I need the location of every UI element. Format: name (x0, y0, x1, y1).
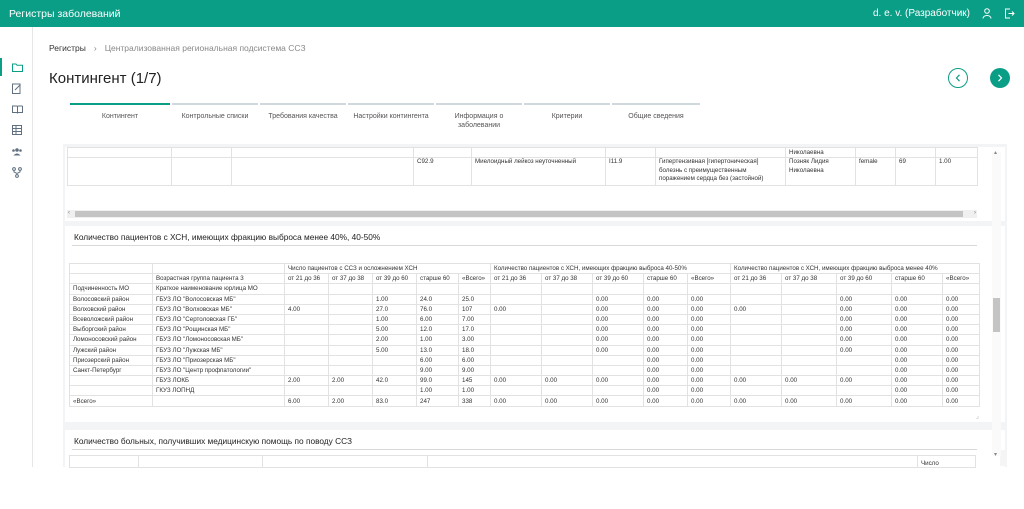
org-cell: ГБУЗ ЛОКБ (153, 376, 285, 386)
value-cell (731, 386, 782, 396)
value-cell: 5.00 (373, 345, 417, 355)
value-cell (542, 355, 593, 365)
mo-cell: Волховский район (70, 304, 153, 314)
mo-cell: Лужский район (70, 345, 153, 355)
value-cell (329, 325, 373, 335)
step-contingent-settings[interactable]: Настройки контингента (348, 103, 434, 143)
horizontal-scrollbar[interactable] (67, 210, 977, 218)
value-cell: 1.00 (417, 335, 459, 345)
value-cell: 0.00 (644, 386, 688, 396)
value-cell: 0.00 (837, 304, 892, 314)
value-cell (593, 365, 644, 375)
value-cell: 0.00 (892, 294, 943, 304)
value-cell: 0.00 (593, 335, 644, 345)
value-cell: 99.0 (417, 376, 459, 386)
value-cell: 0.00 (688, 355, 731, 365)
value-cell: 6.00 (417, 314, 459, 324)
column-header[interactable]: «Всего» (943, 274, 980, 284)
table-row[interactable] (70, 304, 980, 314)
resize-handle-icon[interactable]: ⌟ (976, 414, 979, 420)
value-cell: 0.00 (491, 304, 542, 314)
value-cell (731, 335, 782, 345)
patient-value: 1.00 (936, 158, 978, 186)
value-cell: 6.00 (417, 355, 459, 365)
patients-table (67, 147, 978, 186)
value-cell (329, 345, 373, 355)
table-header-row (70, 264, 980, 274)
value-cell: 2.00 (285, 376, 329, 386)
value-cell: 0.00 (688, 376, 731, 386)
value-cell: 338 (459, 396, 491, 406)
value-cell: 0.00 (593, 325, 644, 335)
column-header[interactable]: от 21 до 36 (285, 274, 329, 284)
value-cell (491, 386, 542, 396)
value-cell (542, 386, 593, 396)
value-cell (782, 355, 837, 365)
table-row (68, 148, 978, 158)
patient-name: Николаевна (786, 148, 856, 158)
value-cell: 18.0 (459, 345, 491, 355)
group-header: Количество пациентов с ХСН, имеющих фракцию выброса 40-50% (491, 264, 731, 274)
table-icon[interactable] (11, 124, 23, 136)
value-cell: 0.00 (491, 396, 542, 406)
column-header[interactable]: «Всего» (688, 274, 731, 284)
column-header[interactable]: «Всего» (459, 274, 491, 284)
value-cell (837, 365, 892, 375)
patient-sex: female (856, 158, 896, 186)
value-cell: 6.00 (459, 355, 491, 365)
value-cell: 27.0 (373, 304, 417, 314)
patient-name (786, 158, 856, 186)
column-header[interactable]: от 37 до 38 (542, 274, 593, 284)
value-cell (542, 294, 593, 304)
value-cell (285, 325, 329, 335)
value-cell: 0.00 (688, 365, 731, 375)
value-cell: 0.00 (943, 376, 980, 386)
mo-cell: Всеволожский район (70, 314, 153, 324)
value-cell: 0.00 (892, 304, 943, 314)
section-title: Количество пациентов с ХСН, имеющих фракцию выброса менее 40%, 40-50% (74, 232, 381, 242)
divider (72, 449, 977, 450)
value-cell (329, 365, 373, 375)
mo-cell: Выборгский район (70, 325, 153, 335)
value-cell: 247 (417, 396, 459, 406)
value-cell: 0.00 (782, 396, 837, 406)
value-cell (285, 314, 329, 324)
value-cell: 5.00 (373, 325, 417, 335)
value-cell (837, 355, 892, 365)
table-header-row (70, 274, 980, 284)
value-cell (491, 314, 542, 324)
value-cell (782, 294, 837, 304)
org-cell: ГБУЗ ЛО "Лужская МБ" (153, 345, 285, 355)
value-cell (491, 294, 542, 304)
breadcrumb-current: Централизованная региональная подсистема ССЗ (104, 43, 306, 53)
step-quality-requirements[interactable]: Требования качества (260, 103, 346, 143)
step-criteria[interactable]: Критерии (524, 103, 610, 143)
chevron-right-icon (997, 74, 1003, 82)
table-row[interactable] (70, 365, 980, 375)
value-cell (491, 355, 542, 365)
value-cell (731, 355, 782, 365)
value-cell: 107 (459, 304, 491, 314)
value-cell: 0.00 (943, 314, 980, 324)
value-cell: 145 (459, 376, 491, 386)
value-cell: 0.00 (892, 386, 943, 396)
value-cell: 0.00 (943, 345, 980, 355)
value-cell: 13.0 (417, 345, 459, 355)
patient-name-line: Позняк Лидия (789, 158, 829, 166)
value-cell (542, 365, 593, 375)
value-cell: 0.00 (892, 345, 943, 355)
value-cell: 0.00 (892, 396, 943, 406)
group-header: Количество пациентов с ХСН, имеющих фракцию выброса менее 40% (731, 264, 980, 274)
column-header-org[interactable]: Краткое наименование юрлица МО (153, 284, 285, 294)
value-cell (593, 355, 644, 365)
value-cell (285, 335, 329, 345)
value-cell: 0.00 (688, 294, 731, 304)
app-header (0, 0, 1024, 27)
value-cell (542, 325, 593, 335)
mo-cell (70, 386, 153, 396)
ssz-care-table (69, 455, 976, 468)
report-content (63, 144, 1007, 467)
group-header: Число пациентов с ССЗ и осложнением ХСН (285, 264, 491, 274)
value-cell (285, 386, 329, 396)
scroll-thumb[interactable] (75, 211, 963, 217)
value-cell: 0.00 (688, 314, 731, 324)
value-cell: 12.0 (417, 325, 459, 335)
org-cell (153, 396, 285, 406)
step-disease-info[interactable]: Информация о заболевании (436, 103, 522, 143)
value-cell: 0.00 (644, 314, 688, 324)
value-cell: 42.0 (373, 376, 417, 386)
value-cell: 0.00 (688, 325, 731, 335)
value-cell: 0.00 (593, 396, 644, 406)
value-cell: 0.00 (782, 376, 837, 386)
value-cell: 2.00 (373, 335, 417, 345)
value-cell (329, 335, 373, 345)
user-icon[interactable] (980, 7, 994, 21)
value-cell (373, 386, 417, 396)
scroll-left-arrow-icon[interactable]: ‹ (68, 210, 70, 216)
folder-icon[interactable] (11, 61, 23, 73)
column-header[interactable]: от 37 до 38 (782, 274, 837, 284)
main-panel (33, 27, 1024, 467)
value-cell: 0.00 (644, 325, 688, 335)
value-cell: 0.00 (892, 314, 943, 324)
hsn-fraction-table (69, 263, 980, 407)
value-cell (491, 345, 542, 355)
value-cell (731, 294, 782, 304)
value-cell: 0.00 (837, 396, 892, 406)
value-cell: 2.00 (329, 396, 373, 406)
table-row[interactable] (70, 376, 980, 386)
value-cell: 0.00 (644, 355, 688, 365)
value-cell: 0.00 (943, 355, 980, 365)
value-cell: 1.00 (459, 386, 491, 396)
breadcrumb (49, 43, 306, 53)
table-header-row (70, 284, 980, 294)
value-cell: 0.00 (837, 294, 892, 304)
patients-list-card (65, 147, 1005, 221)
value-cell (329, 294, 373, 304)
value-cell: 83.0 (373, 396, 417, 406)
value-cell: 1.00 (373, 294, 417, 304)
users-icon[interactable] (11, 145, 23, 157)
diagnosis-code: C92.9 (414, 158, 472, 186)
value-cell: 0.00 (892, 335, 943, 345)
scroll-down-arrow-icon[interactable]: ▾ (994, 452, 998, 458)
column-header[interactable]: от 39 до 60 (837, 274, 892, 284)
inner-vertical-scrollbar[interactable] (1000, 450, 1007, 466)
value-cell (542, 335, 593, 345)
value-cell (593, 386, 644, 396)
table-row[interactable] (70, 386, 980, 396)
org-cell: ГБУЗ ЛО "Ломоносовская МБ" (153, 335, 285, 345)
value-cell: 0.00 (542, 396, 593, 406)
diagnosis-name-2 (656, 158, 786, 186)
value-cell: 0.00 (688, 396, 731, 406)
value-cell (329, 314, 373, 324)
diagnosis-line: поражением сердца без (застойной) (659, 175, 764, 183)
value-cell: 0.00 (688, 335, 731, 345)
value-cell: 0.00 (542, 376, 593, 386)
app-title: Регистры заболеваний (9, 7, 121, 20)
page-title: Контингент (1/7) (49, 70, 162, 87)
value-cell (731, 314, 782, 324)
value-cell: 0.00 (644, 304, 688, 314)
value-cell (731, 365, 782, 375)
scroll-up-arrow-icon[interactable]: ▴ (994, 150, 998, 156)
value-cell: 0.00 (943, 396, 980, 406)
value-cell: 0.00 (943, 294, 980, 304)
value-cell: 0.00 (837, 335, 892, 345)
value-cell: 0.00 (837, 314, 892, 324)
org-cell: ГБУЗ ЛО "Рощинская МБ" (153, 325, 285, 335)
mo-cell: «Всего» (70, 396, 153, 406)
value-cell (782, 314, 837, 324)
user-name[interactable]: d. e. v. (Разработчик) (872, 8, 970, 19)
value-cell (285, 345, 329, 355)
column-header[interactable]: от 21 до 36 (491, 274, 542, 284)
table-row[interactable] (70, 335, 980, 345)
value-cell (373, 355, 417, 365)
mo-cell: Волосовский район (70, 294, 153, 304)
value-cell: 0.00 (892, 376, 943, 386)
value-cell: 0.00 (644, 396, 688, 406)
sidebar (0, 27, 33, 467)
value-cell: 0.00 (688, 304, 731, 314)
value-cell (542, 314, 593, 324)
value-cell: 3.00 (459, 335, 491, 345)
value-cell: 0.00 (644, 376, 688, 386)
value-cell (782, 304, 837, 314)
value-cell (542, 304, 593, 314)
step-control-lists[interactable]: Контрольные списки (172, 103, 258, 143)
value-cell (837, 386, 892, 396)
value-cell: 0.00 (731, 304, 782, 314)
hsn-table-body (70, 264, 980, 407)
mo-cell (70, 376, 153, 386)
value-cell (731, 325, 782, 335)
value-cell: 0.00 (837, 376, 892, 386)
value-cell: 0.00 (943, 386, 980, 396)
org-cell: ГКУЗ ЛОПНД (153, 386, 285, 396)
value-cell (329, 386, 373, 396)
value-cell: 6.00 (285, 396, 329, 406)
column-header[interactable]: от 39 до 60 (593, 274, 644, 284)
value-cell: 0.00 (688, 386, 731, 396)
patient-age: 69 (896, 158, 936, 186)
value-cell: 25.0 (459, 294, 491, 304)
table-header-row (70, 456, 976, 468)
value-cell: 0.00 (593, 294, 644, 304)
value-cell: 0.00 (593, 314, 644, 324)
scroll-right-arrow-icon[interactable]: › (974, 210, 976, 216)
age-group-header: Возрастная группа пациента 3 (153, 274, 285, 284)
value-cell: 2.00 (329, 376, 373, 386)
value-cell (782, 365, 837, 375)
edit-document-icon[interactable] (11, 82, 23, 94)
value-cell (782, 325, 837, 335)
value-cell: 0.00 (688, 345, 731, 355)
org-cell: ГБУЗ ЛО "Сертоловская ГБ" (153, 314, 285, 324)
value-cell: 1.00 (417, 386, 459, 396)
value-cell: 4.00 (285, 304, 329, 314)
value-cell (329, 304, 373, 314)
hsn-fraction-card (65, 226, 1005, 422)
logout-icon[interactable] (1002, 7, 1016, 21)
column-header[interactable]: от 37 до 38 (329, 274, 373, 284)
value-cell (329, 355, 373, 365)
divider (72, 245, 977, 246)
value-cell (491, 325, 542, 335)
column-header[interactable]: старше 60 (892, 274, 943, 284)
value-cell: 0.00 (593, 345, 644, 355)
value-cell: 0.00 (593, 376, 644, 386)
value-cell (285, 355, 329, 365)
mo-cell: Приозерский район (70, 355, 153, 365)
breadcrumb-root[interactable]: Регистры (49, 43, 86, 53)
column-header[interactable]: старше 60 (417, 274, 459, 284)
diagnosis-code-2: I11.9 (606, 158, 656, 186)
value-cell: 0.00 (731, 396, 782, 406)
step-general-info[interactable]: Общие сведения (612, 103, 700, 143)
diagnosis-line: болезнь с преимущественным (659, 166, 747, 174)
column-header[interactable]: от 21 до 36 (731, 274, 782, 284)
total-row[interactable] (70, 396, 980, 406)
value-cell (373, 365, 417, 375)
section-title: Количество больных, получивших медицинскую помощь по поводу ССЗ (74, 436, 353, 446)
breadcrumb-separator: › (93, 43, 97, 53)
next-step-button[interactable] (990, 68, 1010, 88)
value-cell: 9.00 (459, 365, 491, 375)
org-cell: ГБУЗ ЛО "Приозерская МБ" (153, 355, 285, 365)
previous-step-button[interactable] (948, 68, 968, 88)
value-cell: 0.00 (593, 304, 644, 314)
value-cell: 0.00 (892, 365, 943, 375)
wizard-steps (70, 103, 700, 143)
column-header[interactable]: старше 60 (644, 274, 688, 284)
value-cell (782, 345, 837, 355)
value-cell (782, 386, 837, 396)
value-cell (285, 294, 329, 304)
value-cell: 24.0 (417, 294, 459, 304)
org-cell: ГБУЗ ЛО "Волховская МБ" (153, 304, 285, 314)
table-row[interactable] (70, 314, 980, 324)
hierarchy-icon[interactable] (11, 166, 23, 178)
value-cell: 0.00 (644, 365, 688, 375)
mo-cell: Санкт-Петербург (70, 365, 153, 375)
ssz-care-card (65, 430, 1005, 467)
value-cell: 0.00 (943, 335, 980, 345)
diagnosis-name: Миелоидный лейкоз неуточненный (472, 158, 606, 186)
table-row[interactable] (70, 325, 980, 335)
value-cell (542, 345, 593, 355)
book-icon[interactable] (11, 103, 23, 115)
value-cell: 76.0 (417, 304, 459, 314)
value-cell: 0.00 (943, 325, 980, 335)
scroll-thumb[interactable] (993, 298, 1000, 332)
patient-name-line: Николаевна (789, 166, 824, 174)
value-cell: 0.00 (892, 325, 943, 335)
column-header-mo[interactable]: Подчиненность МО (70, 284, 153, 294)
value-cell (782, 335, 837, 345)
chevron-left-icon (955, 74, 961, 82)
value-cell: 0.00 (644, 345, 688, 355)
value-cell (491, 335, 542, 345)
table-row[interactable] (68, 158, 978, 186)
value-cell: 7.00 (459, 314, 491, 324)
table-row[interactable] (70, 355, 980, 365)
value-cell: 0.00 (644, 335, 688, 345)
value-cell: 9.00 (417, 365, 459, 375)
value-cell: 0.00 (644, 294, 688, 304)
column-header[interactable]: Число (918, 456, 976, 468)
value-cell: 0.00 (731, 376, 782, 386)
org-cell: ГБУЗ ЛО "Волосовская МБ" (153, 294, 285, 304)
mo-cell: Ломоносовский район (70, 335, 153, 345)
value-cell: 0.00 (837, 325, 892, 335)
step-contingent[interactable]: Контингент (70, 103, 170, 143)
table-row[interactable] (70, 345, 980, 355)
value-cell (285, 365, 329, 375)
value-cell: 17.0 (459, 325, 491, 335)
value-cell: 0.00 (943, 365, 980, 375)
vertical-scrollbar[interactable] (992, 152, 1001, 456)
org-cell: ГБУЗ ЛО "Центр профпатологии" (153, 365, 285, 375)
column-header[interactable]: от 39 до 60 (373, 274, 417, 284)
value-cell (731, 345, 782, 355)
value-cell: 0.00 (491, 376, 542, 386)
value-cell: 0.00 (837, 345, 892, 355)
diagnosis-line: Гипертензивная [гипертоническая] (659, 158, 759, 166)
table-row[interactable] (70, 294, 980, 304)
value-cell: 1.00 (373, 314, 417, 324)
value-cell (491, 365, 542, 375)
value-cell: 0.00 (892, 355, 943, 365)
value-cell: 0.00 (943, 304, 980, 314)
